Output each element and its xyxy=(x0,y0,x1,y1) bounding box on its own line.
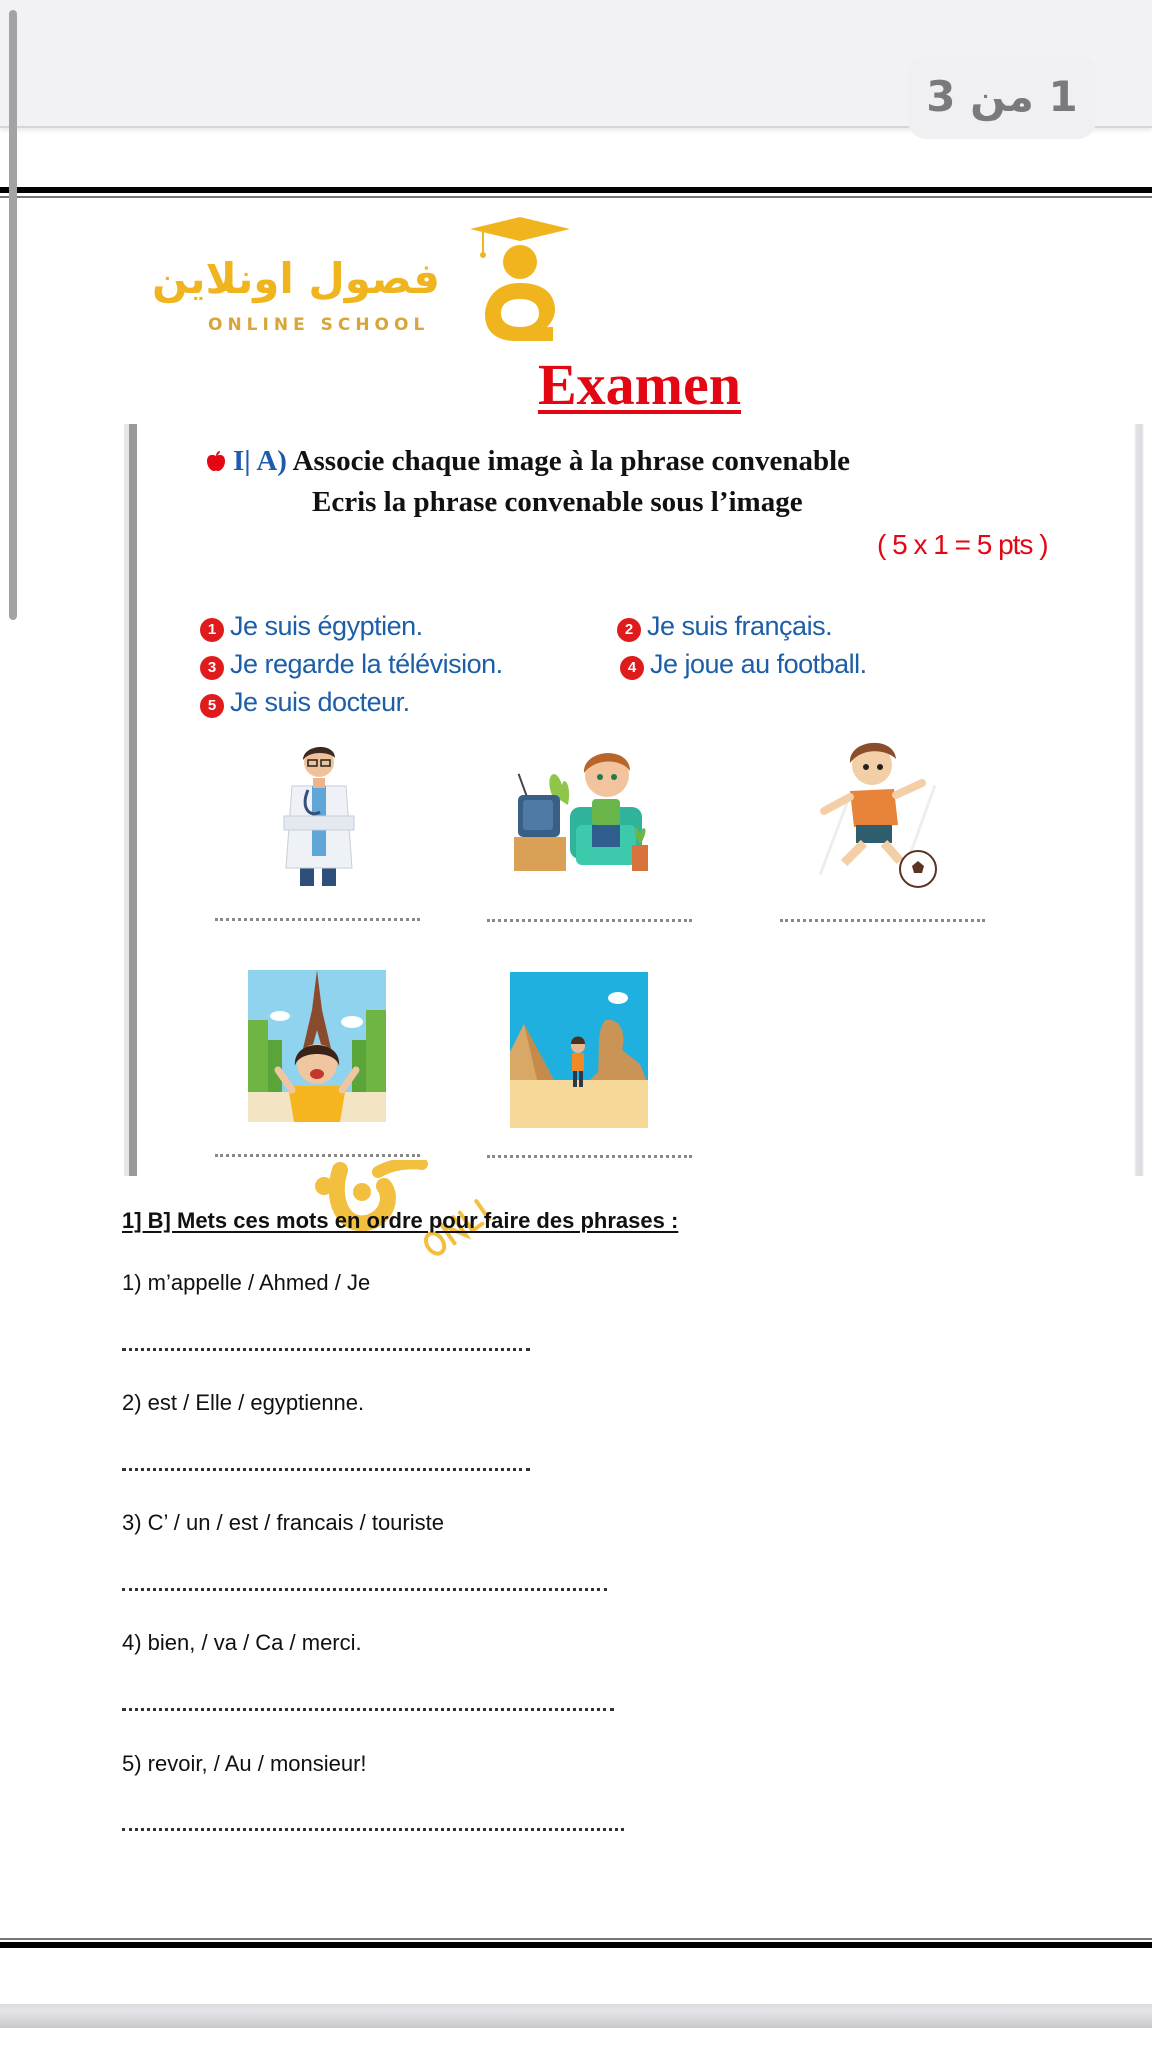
reorder-item: 5) revoir, / Au / monsieur! xyxy=(122,1751,367,1776)
section-a-heading xyxy=(205,443,850,479)
top-border-rule xyxy=(0,187,1152,193)
sentence-text: Je suis docteur. xyxy=(230,687,410,717)
boy-playing-football-illustration xyxy=(810,735,940,895)
answer-line[interactable] xyxy=(122,1828,624,1832)
section-a-points: ( 5 x 1 = 5 pts ) xyxy=(877,529,1048,560)
sentence-option xyxy=(200,609,423,643)
reorder-item: 1) m’appelle / Ahmed / Je xyxy=(122,1270,371,1295)
answer-line[interactable] xyxy=(215,918,420,922)
logo-arabic-text: فصول اونلاين xyxy=(151,254,440,303)
sentence-text: Je regarde la télévision. xyxy=(230,649,503,679)
sentence-text: Je suis égyptien. xyxy=(230,611,423,641)
section-a-heading-text: Associe chaque image à la phrase convenable xyxy=(292,445,851,477)
sentence-text: Je joue au football. xyxy=(650,649,867,679)
bottom-border-rule-thin xyxy=(0,1938,1152,1940)
doctor-illustration xyxy=(270,738,370,888)
number-badge: 3 xyxy=(200,656,224,680)
answer-line[interactable] xyxy=(122,1468,530,1472)
reorder-item: 4) bien, / va / Ca / merci. xyxy=(122,1630,362,1655)
page-indicator: 1 من 3 xyxy=(908,55,1096,139)
answer-line[interactable] xyxy=(780,919,985,923)
scrollbar[interactable] xyxy=(9,10,17,620)
answer-line[interactable] xyxy=(487,919,692,923)
answer-line[interactable] xyxy=(487,1155,692,1159)
girl-pyramids-sphinx-illustration xyxy=(510,972,648,1128)
exam-title: Examen xyxy=(538,352,741,417)
top-border-rule-thin xyxy=(0,196,1152,198)
section-a-box-left-border xyxy=(124,424,138,1176)
sentence-text: Je suis français. xyxy=(647,611,833,641)
graduation-cap-icon xyxy=(465,215,575,345)
section-a-box-right-border xyxy=(1134,424,1144,1176)
number-badge: 5 xyxy=(200,694,224,718)
sentence-option xyxy=(200,685,410,719)
sentence-option xyxy=(200,647,503,681)
section-b-heading: 1] B] Mets ces mots en ordre pour faire des phrases : xyxy=(122,1208,679,1233)
boy-watching-tv-illustration xyxy=(512,745,652,885)
answer-line[interactable] xyxy=(122,1708,614,1712)
answer-line[interactable] xyxy=(122,1348,530,1352)
number-badge: 4 xyxy=(620,656,644,680)
section-a-number: I| A) xyxy=(233,445,287,477)
apple-icon xyxy=(205,450,227,472)
reorder-item: 3) C’ / un / est / francais / touriste xyxy=(122,1510,444,1535)
number-badge: 2 xyxy=(617,618,641,642)
number-badge: 1 xyxy=(200,618,224,642)
bottom-border-rule xyxy=(0,1942,1152,1948)
answer-line[interactable] xyxy=(122,1588,607,1592)
sentence-option xyxy=(620,647,867,681)
girl-eiffel-tower-illustration xyxy=(248,970,386,1122)
reorder-item: 2) est / Elle / egyptienne. xyxy=(122,1390,365,1415)
section-a-subheading: Ecris la phrase convenable sous l’image xyxy=(312,486,803,518)
viewer-bottom-bar xyxy=(0,2004,1152,2028)
school-logo xyxy=(151,215,590,345)
logo-latin-text: ONLINE SCHOOL xyxy=(208,315,430,335)
answer-line[interactable] xyxy=(215,1154,420,1158)
sentence-option xyxy=(617,609,832,643)
